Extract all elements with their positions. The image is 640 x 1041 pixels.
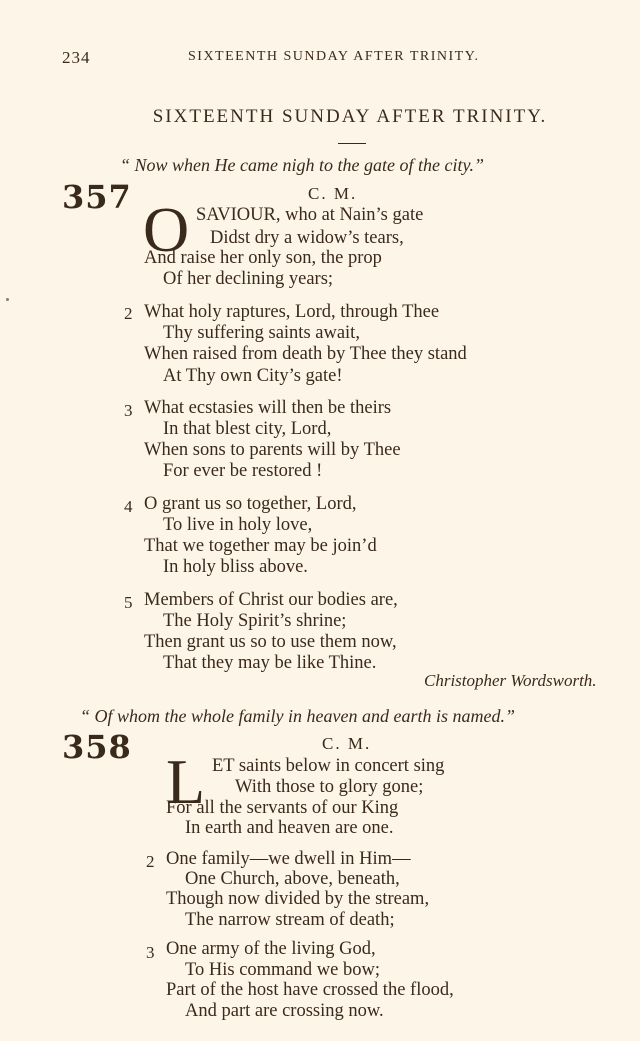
hymn-357-v4-line2: To live in holy love,: [163, 515, 313, 535]
hymn-358-number: 358: [62, 728, 132, 766]
hymn-358-v2-line1: One family—we dwell in Him—: [166, 849, 411, 869]
hymn-358-v2-number: 2: [146, 852, 155, 871]
hymn-357-v3-line3: When sons to parents will by Thee: [144, 440, 401, 460]
hymn-358-v3-line4: And part are crossing now.: [185, 1001, 384, 1021]
hymn-357-v3-line1: What ecstasies will then be theirs: [144, 398, 392, 418]
hymn-357-attribution: Christopher Wordsworth.: [424, 671, 597, 690]
hymn-358-epigraph: “ Of whom the whole family in heaven and earth is named.”: [80, 706, 515, 726]
hymn-358-v3-line3: Part of the host have crossed the flood,: [166, 980, 454, 1000]
hymn-357-v4-line4: In holy bliss above.: [163, 557, 308, 577]
hymn-357-v3-number: 3: [124, 401, 133, 420]
hymn-358-v1-line4: In earth and heaven are one.: [185, 818, 394, 838]
hymn-358-dropcap: L: [166, 746, 206, 817]
hymn-357-v4-line3: That we together may be join’d: [144, 536, 377, 556]
hymn-358-v1-line2: With those to glory gone;: [235, 777, 424, 797]
hymn-357-v1-line4: Of her declining years;: [163, 269, 334, 289]
hymn-358-v3-number: 3: [146, 943, 155, 962]
title-rule: [338, 143, 366, 144]
hymn-357-meter: C. M.: [308, 184, 358, 203]
hymn-357-v2-line3: When raised from death by Thee they stand: [144, 344, 467, 364]
hymn-357-v5-line3: Then grant us so to use them now,: [144, 632, 397, 652]
hymn-358-v3-line1: One army of the living God,: [166, 939, 376, 959]
hymn-357-v1-line2: Didst dry a widow’s tears,: [210, 228, 404, 248]
hymn-357-number: 357: [62, 178, 132, 216]
running-head: SIXTEENTH SUNDAY AFTER TRINITY.: [188, 49, 480, 64]
hymn-357-v5-line1: Members of Christ our bodies are,: [144, 590, 398, 610]
hymn-357-v5-line4: That they may be like Thine.: [163, 653, 377, 673]
hymn-357-epigraph: “ Now when He came nigh to the gate of the city.”: [120, 155, 484, 175]
hymn-357-v4-line1: O grant us so together, Lord,: [144, 494, 357, 514]
hymn-358-v1-line3: For all the servants of our King: [166, 798, 399, 818]
hymn-357-v2-line4: At Thy own City’s gate!: [163, 366, 343, 386]
section-title: SIXTEENTH SUNDAY AFTER TRINITY.: [152, 106, 548, 127]
hymn-358-meter: C. M.: [322, 734, 372, 753]
hymn-358-v2-line2: One Church, above, beneath,: [185, 869, 400, 889]
hymn-357-v3-line4: For ever be restored !: [163, 461, 323, 481]
hymn-357-v3-line2: In that blest city, Lord,: [163, 419, 332, 439]
hymn-358-v2-line4: The narrow stream of death;: [185, 910, 395, 930]
hymn-357-v2-line2: Thy suffering saints await,: [163, 323, 360, 343]
hymn-358-v3-line2: To His command we bow;: [185, 960, 380, 980]
page-number: 234: [62, 48, 91, 67]
hymn-357-v5-line2: The Holy Spirit’s shrine;: [163, 611, 347, 631]
hymn-358-v2-line3: Though now divided by the stream,: [166, 889, 430, 909]
hymn-358-v1-line1: ET saints below in concert sing: [212, 756, 445, 776]
hymn-357-v4-number: 4: [124, 497, 133, 516]
hymn-357-dropcap: O: [143, 194, 190, 265]
hymn-357-v1-line1: SAVIOUR, who at Nain’s gate: [196, 205, 424, 225]
hymn-357-v1-line3: And raise her only son, the prop: [144, 248, 382, 268]
paper-speck: [6, 298, 9, 301]
hymn-357-v2-line1: What holy raptures, Lord, through Thee: [144, 302, 440, 322]
hymn-357-v5-number: 5: [124, 593, 133, 612]
hymn-357-v2-number: 2: [124, 304, 133, 323]
